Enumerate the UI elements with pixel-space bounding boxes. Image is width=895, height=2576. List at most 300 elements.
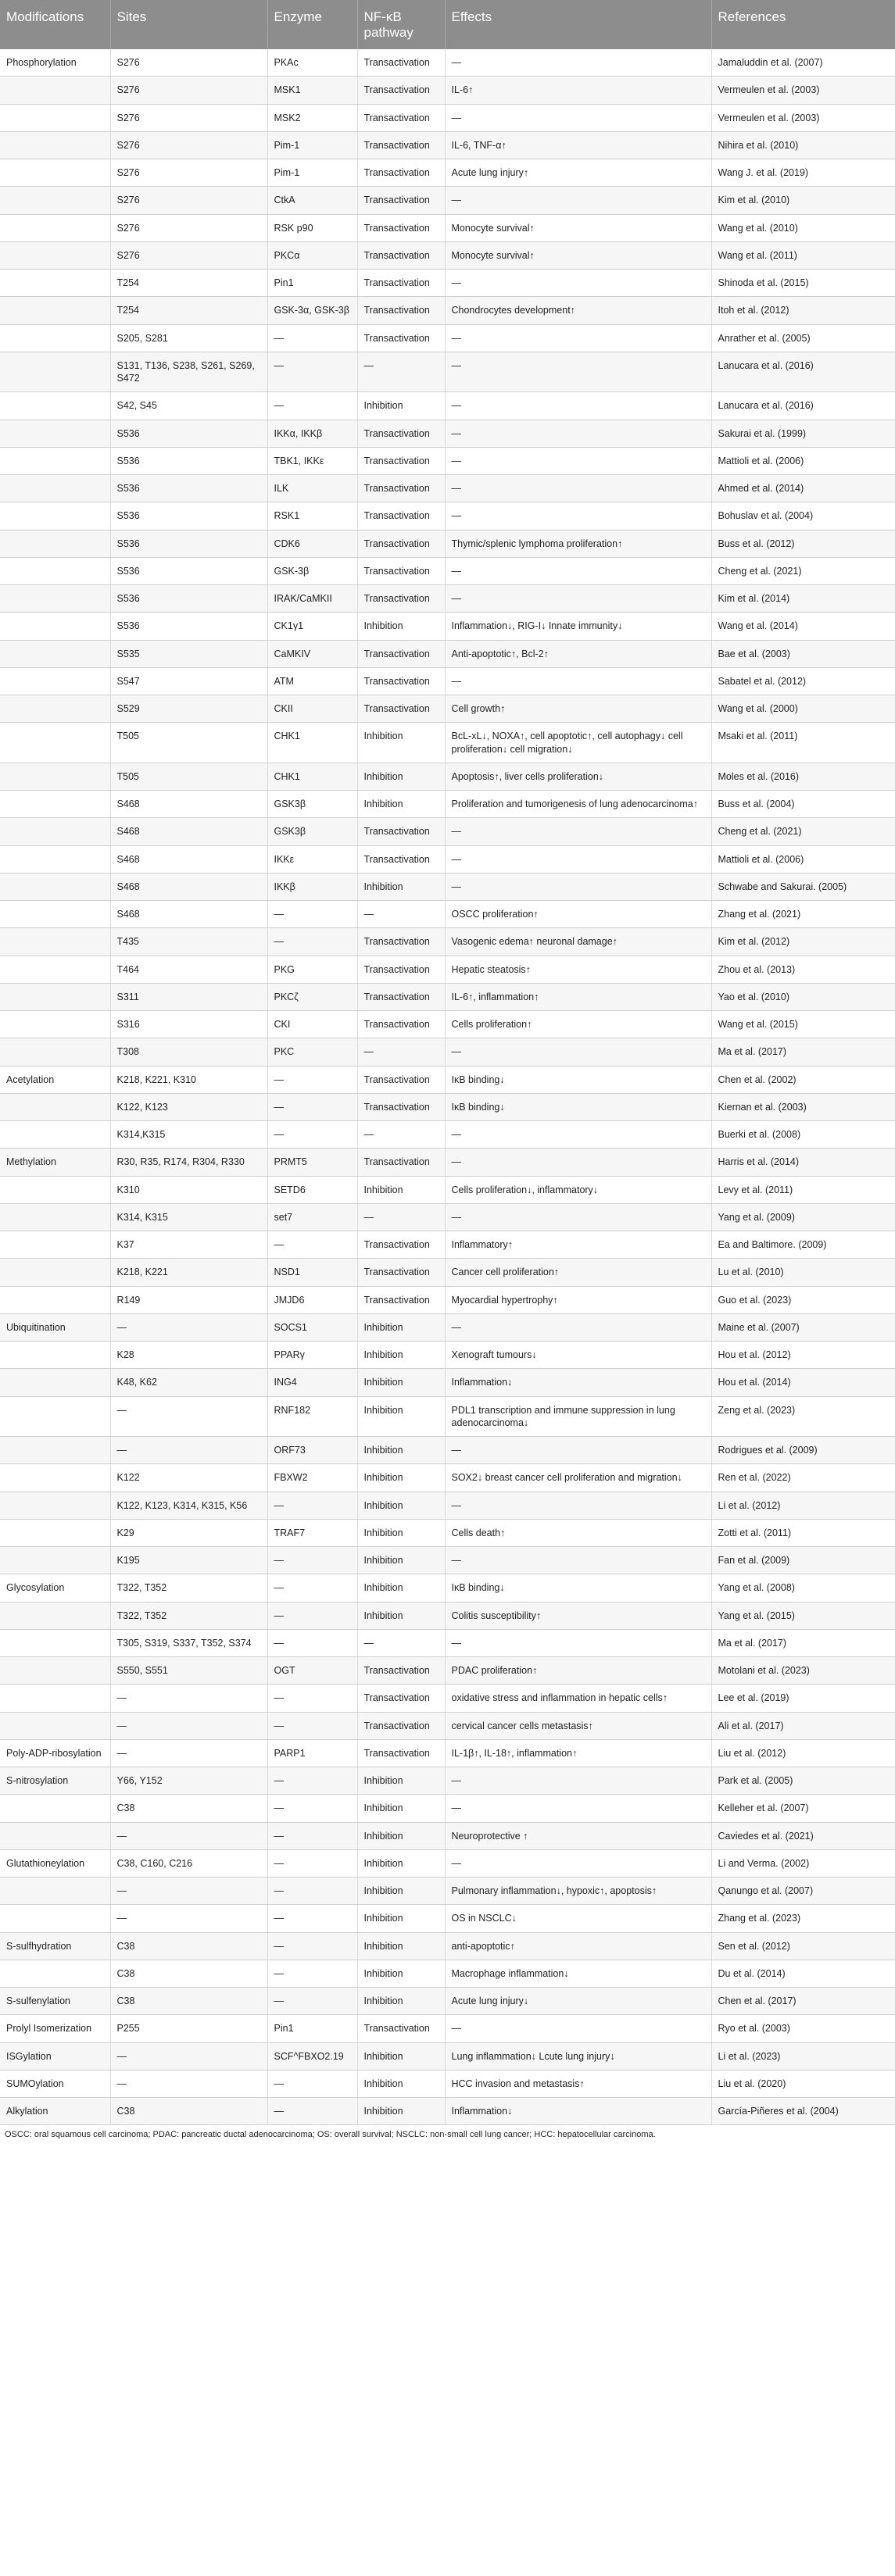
cell-effects: — bbox=[445, 2015, 711, 2042]
cell-reference: Chen et al. (2002) bbox=[711, 1066, 895, 1093]
cell-enzyme: — bbox=[267, 1849, 357, 1877]
cell-modification bbox=[0, 1795, 110, 1822]
table-row bbox=[0, 352, 895, 392]
cell-effects: OSCC proliferation↑ bbox=[445, 901, 711, 928]
cell-enzyme: — bbox=[267, 1231, 357, 1259]
table-row bbox=[0, 1574, 895, 1602]
cell-sites: — bbox=[110, 1396, 267, 1437]
cell-enzyme: TRAF7 bbox=[267, 1519, 357, 1546]
cell-pathway: — bbox=[357, 1629, 445, 1656]
cell-modification bbox=[0, 557, 110, 584]
cell-modification bbox=[0, 1203, 110, 1231]
cell-modification bbox=[0, 1547, 110, 1574]
cell-enzyme: RSK p90 bbox=[267, 214, 357, 241]
cell-effects: Macrophage inflammation↓ bbox=[445, 1960, 711, 1987]
cell-enzyme: RNF182 bbox=[267, 1396, 357, 1437]
table-body bbox=[0, 49, 895, 2125]
cell-pathway: Inhibition bbox=[357, 1396, 445, 1437]
cell-pathway: Transactivation bbox=[357, 104, 445, 131]
cell-enzyme: CK1γ1 bbox=[267, 613, 357, 640]
cell-sites: T254 bbox=[110, 270, 267, 297]
cell-pathway: Transactivation bbox=[357, 1712, 445, 1739]
cell-sites: S529 bbox=[110, 695, 267, 723]
cell-sites: S276 bbox=[110, 131, 267, 159]
cell-enzyme: — bbox=[267, 1492, 357, 1519]
cell-pathway: — bbox=[357, 901, 445, 928]
table-row bbox=[0, 1492, 895, 1519]
cell-modification: Alkylation bbox=[0, 2098, 110, 2125]
cell-pathway: Inhibition bbox=[357, 791, 445, 818]
header-references: References bbox=[711, 0, 895, 49]
table-row bbox=[0, 1685, 895, 1712]
cell-enzyme: Pin1 bbox=[267, 270, 357, 297]
cell-enzyme: — bbox=[267, 1932, 357, 1960]
cell-pathway: Inhibition bbox=[357, 1795, 445, 1822]
cell-pathway: Inhibition bbox=[357, 873, 445, 900]
cell-modification bbox=[0, 983, 110, 1010]
cell-modification bbox=[0, 1712, 110, 1739]
cell-effects: — bbox=[445, 1149, 711, 1176]
cell-effects: — bbox=[445, 873, 711, 900]
table-row bbox=[0, 530, 895, 557]
table-row bbox=[0, 667, 895, 695]
cell-sites: S276 bbox=[110, 77, 267, 104]
cell-pathway: Transactivation bbox=[357, 297, 445, 324]
cell-sites: S276 bbox=[110, 104, 267, 131]
table-row bbox=[0, 1121, 895, 1149]
cell-sites: K29 bbox=[110, 1519, 267, 1546]
table-row bbox=[0, 1093, 895, 1120]
cell-effects: Acute lung injury↓ bbox=[445, 1988, 711, 2015]
table-row bbox=[0, 159, 895, 187]
cell-reference: Bohuslav et al. (2004) bbox=[711, 502, 895, 530]
cell-modification: Prolyl Isomerization bbox=[0, 2015, 110, 2042]
cell-reference: Mattioli et al. (2006) bbox=[711, 845, 895, 873]
cell-effects: Inflammation↓ bbox=[445, 1369, 711, 1396]
cell-sites: S550, S551 bbox=[110, 1657, 267, 1685]
table-row bbox=[0, 723, 895, 763]
table-row bbox=[0, 695, 895, 723]
cell-effects: Inflammation↓, RIG-I↓ Innate immunity↓ bbox=[445, 613, 711, 640]
table-row bbox=[0, 1657, 895, 1685]
cell-modification bbox=[0, 1011, 110, 1038]
cell-reference: Vermeulen et al. (2003) bbox=[711, 77, 895, 104]
cell-pathway: Inhibition bbox=[357, 1905, 445, 1932]
cell-modification bbox=[0, 1396, 110, 1437]
cell-modification: Acetylation bbox=[0, 1066, 110, 1093]
cell-reference: Levy et al. (2011) bbox=[711, 1176, 895, 1203]
cell-effects: Inflammatory↑ bbox=[445, 1231, 711, 1259]
cell-effects: — bbox=[445, 557, 711, 584]
cell-enzyme: PKC bbox=[267, 1038, 357, 1066]
table-row bbox=[0, 1519, 895, 1546]
cell-enzyme: TBK1, IKKε bbox=[267, 447, 357, 474]
cell-pathway: Inhibition bbox=[357, 1932, 445, 1960]
table-row bbox=[0, 1988, 895, 2015]
table-row bbox=[0, 1066, 895, 1093]
cell-effects: — bbox=[445, 845, 711, 873]
table-row bbox=[0, 447, 895, 474]
cell-effects: — bbox=[445, 447, 711, 474]
cell-effects: Proliferation and tumorigenesis of lung adenocarcinoma↑ bbox=[445, 791, 711, 818]
cell-enzyme: PPARγ bbox=[267, 1342, 357, 1369]
cell-effects: Inflammation↓ bbox=[445, 2098, 711, 2125]
cell-enzyme: ILK bbox=[267, 475, 357, 502]
cell-effects: IκB binding↓ bbox=[445, 1574, 711, 1602]
cell-sites: T505 bbox=[110, 763, 267, 790]
cell-reference: Mattioli et al. (2006) bbox=[711, 447, 895, 474]
cell-pathway: Inhibition bbox=[357, 1822, 445, 1849]
cell-reference: Qanungo et al. (2007) bbox=[711, 1878, 895, 1905]
cell-sites: — bbox=[110, 1905, 267, 1932]
cell-enzyme: — bbox=[267, 1574, 357, 1602]
table-row bbox=[0, 2070, 895, 2097]
cell-pathway: Transactivation bbox=[357, 1685, 445, 1712]
cell-reference: Li et al. (2023) bbox=[711, 2042, 895, 2070]
cell-reference: Wang J. et al. (2019) bbox=[711, 159, 895, 187]
table-row bbox=[0, 901, 895, 928]
cell-modification bbox=[0, 1878, 110, 1905]
cell-reference: Hou et al. (2012) bbox=[711, 1342, 895, 1369]
cell-enzyme: ATM bbox=[267, 667, 357, 695]
table-row bbox=[0, 1602, 895, 1629]
header-effects: Effects bbox=[445, 0, 711, 49]
cell-reference: Lee et al. (2019) bbox=[711, 1685, 895, 1712]
cell-modification bbox=[0, 104, 110, 131]
cell-reference: Kim et al. (2012) bbox=[711, 928, 895, 956]
cell-reference: Ahmed et al. (2014) bbox=[711, 475, 895, 502]
cell-reference: Buerki et al. (2008) bbox=[711, 1121, 895, 1149]
cell-pathway: Transactivation bbox=[357, 2015, 445, 2042]
cell-pathway: Transactivation bbox=[357, 1286, 445, 1313]
cell-enzyme: — bbox=[267, 352, 357, 392]
cell-reference: Maine et al. (2007) bbox=[711, 1313, 895, 1341]
cell-effects: OS in NSCLC↓ bbox=[445, 1905, 711, 1932]
cell-enzyme: IKKα, IKKβ bbox=[267, 420, 357, 447]
cell-sites: S536 bbox=[110, 557, 267, 584]
cell-pathway: Inhibition bbox=[357, 1767, 445, 1795]
cell-modification bbox=[0, 1038, 110, 1066]
table-row bbox=[0, 1932, 895, 1960]
cell-reference: Caviedes et al. (2021) bbox=[711, 1822, 895, 1849]
cell-pathway: Inhibition bbox=[357, 1313, 445, 1341]
cell-enzyme: — bbox=[267, 2098, 357, 2125]
cell-modification bbox=[0, 131, 110, 159]
table-row bbox=[0, 1849, 895, 1877]
cell-effects: Neuroprotective ↑ bbox=[445, 1822, 711, 1849]
cell-sites: S536 bbox=[110, 502, 267, 530]
cell-modification: Glutathioneylation bbox=[0, 1849, 110, 1877]
cell-enzyme: set7 bbox=[267, 1203, 357, 1231]
cell-modification bbox=[0, 187, 110, 214]
cell-sites: S536 bbox=[110, 613, 267, 640]
cell-effects: IL-6, TNF-α↑ bbox=[445, 131, 711, 159]
cell-enzyme: — bbox=[267, 1988, 357, 2015]
table-row bbox=[0, 1437, 895, 1464]
cell-sites: S276 bbox=[110, 49, 267, 77]
cell-sites: C38 bbox=[110, 1795, 267, 1822]
table-row bbox=[0, 585, 895, 613]
cell-pathway: Transactivation bbox=[357, 695, 445, 723]
cell-effects: anti-apoptotic↑ bbox=[445, 1932, 711, 1960]
cell-enzyme: CHK1 bbox=[267, 763, 357, 790]
table-row bbox=[0, 1176, 895, 1203]
cell-enzyme: CtkA bbox=[267, 187, 357, 214]
cell-pathway: Inhibition bbox=[357, 1369, 445, 1396]
cell-reference: Kim et al. (2010) bbox=[711, 187, 895, 214]
cell-enzyme: — bbox=[267, 1629, 357, 1656]
cell-reference: Yang et al. (2015) bbox=[711, 1602, 895, 1629]
cell-pathway: — bbox=[357, 1038, 445, 1066]
cell-pathway: Inhibition bbox=[357, 1960, 445, 1987]
cell-pathway: Transactivation bbox=[357, 557, 445, 584]
cell-pathway: Transactivation bbox=[357, 1066, 445, 1093]
cell-pathway: Transactivation bbox=[357, 270, 445, 297]
cell-pathway: Inhibition bbox=[357, 1547, 445, 1574]
cell-pathway: Transactivation bbox=[357, 502, 445, 530]
cell-enzyme: PKCα bbox=[267, 241, 357, 269]
cell-effects: — bbox=[445, 1795, 711, 1822]
cell-enzyme: GSK-3α, GSK-3β bbox=[267, 297, 357, 324]
cell-reference: Harris et al. (2014) bbox=[711, 1149, 895, 1176]
cell-enzyme: CDK6 bbox=[267, 530, 357, 557]
cell-sites: S536 bbox=[110, 530, 267, 557]
cell-pathway: Inhibition bbox=[357, 1342, 445, 1369]
cell-effects: Pulmonary inflammation↓, hypoxic↑, apoptosis↑ bbox=[445, 1878, 711, 1905]
cell-effects: IL-6↑, inflammation↑ bbox=[445, 983, 711, 1010]
cell-modification bbox=[0, 1657, 110, 1685]
cell-sites: — bbox=[110, 1437, 267, 1464]
cell-effects: Acute lung injury↑ bbox=[445, 159, 711, 187]
cell-enzyme: — bbox=[267, 1905, 357, 1932]
cell-reference: Kiernan et al. (2003) bbox=[711, 1093, 895, 1120]
cell-reference: Nihira et al. (2010) bbox=[711, 131, 895, 159]
table-row bbox=[0, 270, 895, 297]
table-footnote: OSCC: oral squamous cell carcinoma; PDAC: pancreatic ductal adenocarcinoma; OS: overall survival; NSCLC: non-small cell lung cancer; HCC: hepatocellular carcinoma. bbox=[5, 2130, 656, 2140]
cell-pathway: Transactivation bbox=[357, 1231, 445, 1259]
cell-sites: T254 bbox=[110, 297, 267, 324]
cell-enzyme: GSK3β bbox=[267, 791, 357, 818]
table-row bbox=[0, 187, 895, 214]
table-row bbox=[0, 1259, 895, 1286]
cell-reference: Zhang et al. (2021) bbox=[711, 901, 895, 928]
cell-modification bbox=[0, 585, 110, 613]
table-row bbox=[0, 2015, 895, 2042]
cell-effects: Anti-apoptotic↑, Bcl-2↑ bbox=[445, 640, 711, 667]
cell-reference: Liu et al. (2012) bbox=[711, 1739, 895, 1767]
table-row bbox=[0, 1712, 895, 1739]
cell-modification bbox=[0, 1121, 110, 1149]
cell-pathway: Inhibition bbox=[357, 2042, 445, 2070]
cell-sites: — bbox=[110, 1712, 267, 1739]
table-row bbox=[0, 1286, 895, 1313]
table-row bbox=[0, 845, 895, 873]
cell-sites: K122, K123, K314, K315, K56 bbox=[110, 1492, 267, 1519]
header-row bbox=[0, 0, 895, 49]
cell-reference: Sabatel et al. (2012) bbox=[711, 667, 895, 695]
cell-sites: S535 bbox=[110, 640, 267, 667]
cell-effects: — bbox=[445, 1492, 711, 1519]
header-nfkb-pathway: NF-κB pathway bbox=[357, 0, 445, 49]
cell-modification bbox=[0, 1437, 110, 1464]
table-row bbox=[0, 502, 895, 530]
cell-pathway: Transactivation bbox=[357, 530, 445, 557]
cell-effects: — bbox=[445, 1038, 711, 1066]
table-row bbox=[0, 420, 895, 447]
cell-enzyme: CaMKIV bbox=[267, 640, 357, 667]
cell-reference: Wang et al. (2014) bbox=[711, 613, 895, 640]
cell-enzyme: — bbox=[267, 928, 357, 956]
cell-enzyme: — bbox=[267, 1712, 357, 1739]
cell-modification bbox=[0, 928, 110, 956]
cell-sites: R30, R35, R174, R304, R330 bbox=[110, 1149, 267, 1176]
cell-sites: S536 bbox=[110, 447, 267, 474]
cell-modification bbox=[0, 241, 110, 269]
table-row bbox=[0, 818, 895, 845]
cell-modification bbox=[0, 1905, 110, 1932]
table-row bbox=[0, 1905, 895, 1932]
cell-enzyme: — bbox=[267, 324, 357, 352]
cell-modification bbox=[0, 640, 110, 667]
table-row bbox=[0, 763, 895, 790]
cell-pathway: Transactivation bbox=[357, 640, 445, 667]
cell-pathway: — bbox=[357, 352, 445, 392]
table-header bbox=[0, 0, 895, 49]
cell-pathway: Transactivation bbox=[357, 818, 445, 845]
cell-reference: Park et al. (2005) bbox=[711, 1767, 895, 1795]
cell-enzyme: — bbox=[267, 901, 357, 928]
table-row bbox=[0, 1149, 895, 1176]
cell-effects: SOX2↓ breast cancer cell proliferation and migration↓ bbox=[445, 1464, 711, 1492]
table-row bbox=[0, 557, 895, 584]
table-row bbox=[0, 475, 895, 502]
cell-sites: C38, C160, C216 bbox=[110, 1849, 267, 1877]
cell-enzyme: — bbox=[267, 1878, 357, 1905]
cell-enzyme: IKKβ bbox=[267, 873, 357, 900]
cell-reference: Wang et al. (2011) bbox=[711, 241, 895, 269]
cell-reference: Sen et al. (2012) bbox=[711, 1932, 895, 1960]
cell-sites: T322, T352 bbox=[110, 1602, 267, 1629]
cell-modification bbox=[0, 667, 110, 695]
cell-effects: — bbox=[445, 1437, 711, 1464]
cell-modification: Methylation bbox=[0, 1149, 110, 1176]
table-row bbox=[0, 214, 895, 241]
cell-sites: S536 bbox=[110, 585, 267, 613]
cell-sites: — bbox=[110, 1685, 267, 1712]
cell-sites: T322, T352 bbox=[110, 1574, 267, 1602]
cell-effects: Chondrocytes development↑ bbox=[445, 297, 711, 324]
cell-effects: — bbox=[445, 104, 711, 131]
table-row bbox=[0, 1369, 895, 1396]
table-row bbox=[0, 1739, 895, 1767]
cell-pathway: Inhibition bbox=[357, 2098, 445, 2125]
cell-reference: Vermeulen et al. (2003) bbox=[711, 104, 895, 131]
cell-pathway: Transactivation bbox=[357, 1093, 445, 1120]
cell-sites: T464 bbox=[110, 956, 267, 983]
cell-sites: K218, K221, K310 bbox=[110, 1066, 267, 1093]
cell-reference: García-Piñeres et al. (2004) bbox=[711, 2098, 895, 2125]
cell-sites: — bbox=[110, 2042, 267, 2070]
cell-reference: Li and Verma. (2002) bbox=[711, 1849, 895, 1877]
cell-modification bbox=[0, 1602, 110, 1629]
cell-effects: — bbox=[445, 270, 711, 297]
cell-effects: Lung inflammation↓ Lcute lung injury↓ bbox=[445, 2042, 711, 2070]
cell-reference: Ea and Baltimore. (2009) bbox=[711, 1231, 895, 1259]
cell-reference: Fan et al. (2009) bbox=[711, 1547, 895, 1574]
cell-pathway: Inhibition bbox=[357, 1464, 445, 1492]
cell-modification bbox=[0, 420, 110, 447]
cell-pathway: Transactivation bbox=[357, 956, 445, 983]
cell-reference: Wang et al. (2015) bbox=[711, 1011, 895, 1038]
cell-reference: Jamaluddin et al. (2007) bbox=[711, 49, 895, 77]
header-sites: Sites bbox=[110, 0, 267, 49]
cell-sites: S468 bbox=[110, 791, 267, 818]
cell-enzyme: Pim-1 bbox=[267, 159, 357, 187]
cell-pathway: Transactivation bbox=[357, 187, 445, 214]
cell-effects: IκB binding↓ bbox=[445, 1066, 711, 1093]
cell-reference: Motolani et al. (2023) bbox=[711, 1657, 895, 1685]
cell-enzyme: IKKε bbox=[267, 845, 357, 873]
cell-enzyme: ING4 bbox=[267, 1369, 357, 1396]
table-row bbox=[0, 49, 895, 77]
table-row bbox=[0, 1396, 895, 1437]
cell-reference: Shinoda et al. (2015) bbox=[711, 270, 895, 297]
cell-enzyme: OGT bbox=[267, 1657, 357, 1685]
cell-enzyme: SOCS1 bbox=[267, 1313, 357, 1341]
cell-enzyme: MSK2 bbox=[267, 104, 357, 131]
cell-reference: Zhang et al. (2023) bbox=[711, 1905, 895, 1932]
cell-reference: Ma et al. (2017) bbox=[711, 1038, 895, 1066]
cell-sites: C38 bbox=[110, 1960, 267, 1987]
cell-sites: Y66, Y152 bbox=[110, 1767, 267, 1795]
table-row bbox=[0, 1038, 895, 1066]
cell-effects: Cells death↑ bbox=[445, 1519, 711, 1546]
cell-sites: K28 bbox=[110, 1342, 267, 1369]
cell-effects: Cancer cell proliferation↑ bbox=[445, 1259, 711, 1286]
table-row bbox=[0, 1629, 895, 1656]
cell-reference: Lanucara et al. (2016) bbox=[711, 352, 895, 392]
cell-pathway: Transactivation bbox=[357, 49, 445, 77]
table-row bbox=[0, 241, 895, 269]
cell-sites: C38 bbox=[110, 1932, 267, 1960]
cell-pathway: Inhibition bbox=[357, 1176, 445, 1203]
cell-modification bbox=[0, 873, 110, 900]
table-row bbox=[0, 324, 895, 352]
cell-pathway: Inhibition bbox=[357, 392, 445, 420]
cell-effects: Cells proliferation↑ bbox=[445, 1011, 711, 1038]
cell-enzyme: — bbox=[267, 1066, 357, 1093]
cell-enzyme: — bbox=[267, 1121, 357, 1149]
cell-enzyme: MSK1 bbox=[267, 77, 357, 104]
cell-modification bbox=[0, 1960, 110, 1987]
cell-pathway: Inhibition bbox=[357, 1437, 445, 1464]
cell-effects: — bbox=[445, 49, 711, 77]
cell-effects: — bbox=[445, 324, 711, 352]
cell-modification bbox=[0, 447, 110, 474]
cell-effects: cervical cancer cells metastasis↑ bbox=[445, 1712, 711, 1739]
cell-modification bbox=[0, 530, 110, 557]
cell-modification: S-sulfhydration bbox=[0, 1932, 110, 1960]
cell-pathway: Transactivation bbox=[357, 1657, 445, 1685]
cell-sites: S42, S45 bbox=[110, 392, 267, 420]
table-row bbox=[0, 983, 895, 1010]
cell-sites: T505 bbox=[110, 723, 267, 763]
cell-modification bbox=[0, 695, 110, 723]
cell-sites: T305, S319, S337, T352, S374 bbox=[110, 1629, 267, 1656]
cell-pathway: Inhibition bbox=[357, 763, 445, 790]
cell-enzyme: PKCζ bbox=[267, 983, 357, 1010]
cell-pathway: — bbox=[357, 1203, 445, 1231]
